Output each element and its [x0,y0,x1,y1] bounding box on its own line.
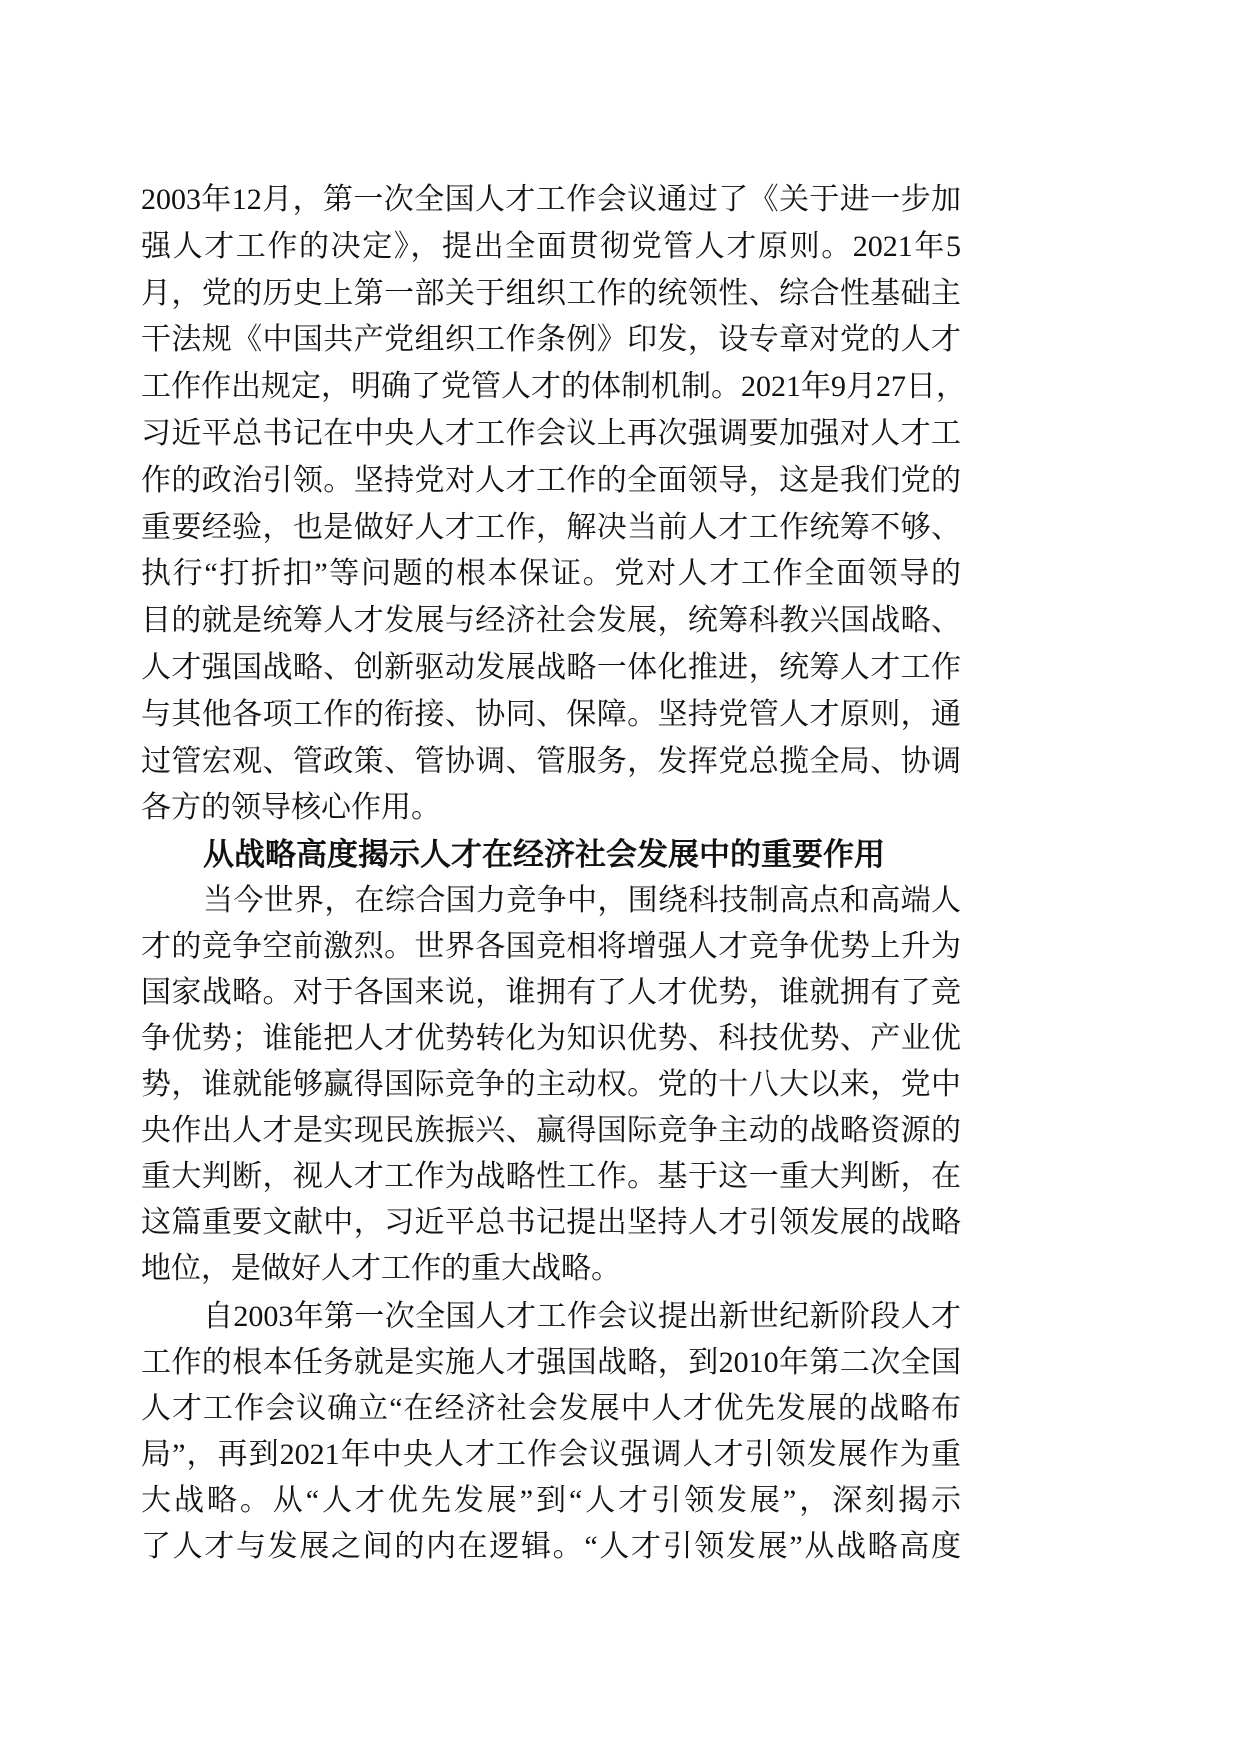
paragraph-line: 习近平总书记在中央人才工作会议上再次强调要加强对人才工 [141,417,961,450]
paragraph-line: 争优势；谁能把人才优势转化为知识优势、科技优势、产业优 [141,1022,961,1055]
paragraph-line: 过管宏观、管政策、管协调、管服务，发挥党总揽全局、协调 [141,744,961,778]
paragraph-line: 作的政治引领。坚持党对人才工作的全面领导，这是我们党的 [141,463,961,497]
paragraph-line: 工作作出规定，明确了党管人才的体制机制。2021年9月27日， [141,370,966,404]
paragraph-line: 局”，再到2021年中央人才工作会议强调人才引领发展作为重 [141,1438,961,1471]
paragraph-line: 目的就是统筹人才发展与经济社会发展，统筹科教兴国战略、 [141,604,961,638]
paragraph-line: 地位，是做好人才工作的重大战略。 [141,1252,621,1285]
paragraph-line: 国家战略。对于各国来说，谁拥有了人才优势，谁就拥有了竞 [141,976,961,1009]
paragraph-line: 重大判断，视人才工作为战略性工作。基于这一重大判断，在 [141,1160,961,1193]
paragraph-line: 当今世界，在综合国力竞争中，围绕科技制高点和高端人 [203,884,961,917]
paragraph-line: 执行“打折扣”等问题的根本保证。党对人才工作全面领导的 [141,557,961,591]
paragraph-line: 2003年12月，第一次全国人才工作会议通过了《关于进一步加 [141,183,961,216]
paragraph-line: 势，谁就能够赢得国际竞争的主动权。党的十八大以来，党中 [141,1068,961,1101]
section-heading: 从战略高度揭示人才在经济社会发展中的重要作用 [203,837,885,872]
paragraph-line: 央作出人才是实现民族振兴、赢得国际竞争主动的战略资源的 [141,1114,961,1147]
paragraph-line: 各方的领导核心作用。 [141,791,441,825]
paragraph-line: 了人才与发展之间的内在逻辑。“人才引领发展”从战略高度 [141,1530,961,1563]
paragraph-line: 干法规《中国共产党组织工作条例》印发，设专章对党的人才 [141,323,961,357]
paragraph-line: 人才强国战略、创新驱动发展战略一体化推进，统筹人才工作 [141,651,961,684]
paragraph-line: 月，党的历史上第一部关于组织工作的统领性、综合性基础主 [141,276,961,310]
paragraph-line: 工作的根本任务就是实施人才强国战略，到2010年第二次全国 [141,1346,961,1379]
paragraph-line: 重要经验，也是做好人才工作，解决当前人才工作统筹不够、 [141,510,961,544]
paragraph-line: 人才工作会议确立“在经济社会发展中人才优先发展的战略布 [141,1392,961,1425]
paragraph-line: 与其他各项工作的衔接、协同、保障。坚持党管人才原则，通 [141,697,961,731]
paragraph-line: 强人才工作的决定》，提出全面贯彻党管人才原则。2021年5 [141,229,961,263]
paragraph-line: 这篇重要文献中，习近平总书记提出坚持人才引领发展的战略 [141,1206,961,1239]
paragraph-line: 自2003年第一次全国人才工作会议提出新世纪新阶段人才 [203,1300,961,1333]
paragraph-line: 大战略。从“人才优先发展”到“人才引领发展”，深刻揭示 [141,1484,961,1517]
paragraph-line: 才的竞争空前激烈。世界各国竞相将增强人才竞争优势上升为 [141,930,961,963]
